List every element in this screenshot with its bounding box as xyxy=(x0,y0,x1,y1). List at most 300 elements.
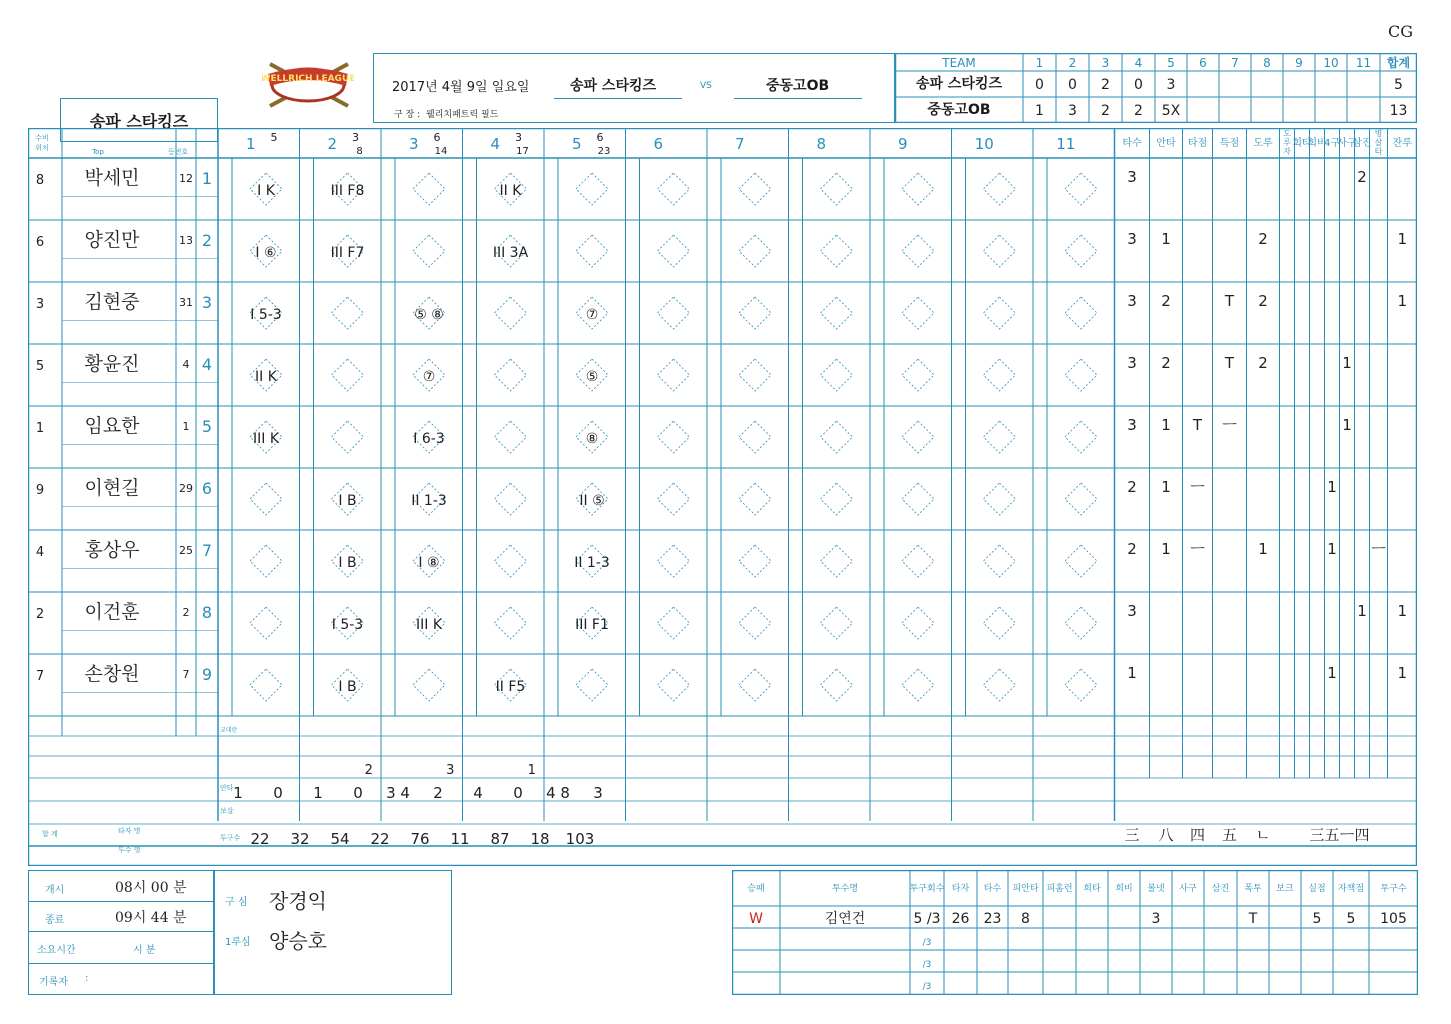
play-notation: II K xyxy=(255,369,277,385)
linescore-run: 2 xyxy=(1101,103,1110,119)
batter-stat: T xyxy=(1224,354,1235,372)
play-notation: I B xyxy=(338,493,357,509)
batting-order: 8 xyxy=(201,603,213,622)
summary-mark: ㄴ xyxy=(1255,826,1271,844)
pitch-header: 피안타 xyxy=(1012,884,1039,894)
base-diamond xyxy=(658,607,690,639)
batter-name: 임요한 xyxy=(84,415,140,437)
linescore-header-cell: 9 xyxy=(1295,56,1303,70)
batting-order: 1 xyxy=(201,169,213,188)
pitch-header: 피홈런 xyxy=(1046,884,1073,894)
batting-order: 7 xyxy=(201,541,213,560)
stat-header: 희비 xyxy=(1307,138,1327,149)
pitch-header: 타수 xyxy=(983,884,1002,894)
inning-pitches: 32 xyxy=(290,830,310,848)
pitch-cell: 김연건 xyxy=(824,911,866,927)
base-diamond xyxy=(821,359,853,391)
batter-stat: 3 xyxy=(1127,416,1137,434)
base-diamond xyxy=(821,545,853,577)
batter-position: 8 xyxy=(35,173,45,188)
summary-mark: 八 xyxy=(1158,826,1174,844)
stat-header: 도루 xyxy=(1253,138,1273,149)
hits-label: 안타 xyxy=(220,784,234,792)
base-diamond xyxy=(250,607,282,639)
batter-stat: 2 xyxy=(1161,292,1171,310)
pitch-header: 사구 xyxy=(1179,884,1197,894)
inning-pitches: 103 xyxy=(565,830,595,848)
pos-header-2: 위치 xyxy=(35,144,49,152)
play-notation: III F8 xyxy=(330,183,365,199)
play-notation: II 1-3 xyxy=(574,555,610,571)
base-diamond xyxy=(739,421,771,453)
base-diamond xyxy=(495,421,527,453)
base-diamond xyxy=(1065,483,1097,515)
base-diamond xyxy=(332,297,364,329)
inning-header: 5 xyxy=(571,135,582,153)
field-label: 구 장 : xyxy=(394,110,421,120)
batting-order: 5 xyxy=(201,417,213,436)
linescore-run: 3 xyxy=(1068,103,1077,119)
base-diamond xyxy=(821,421,853,453)
batter-name: 김현중 xyxy=(84,291,140,313)
base-diamond xyxy=(1065,607,1097,639)
base-diamond xyxy=(984,669,1016,701)
base-diamond xyxy=(658,173,690,205)
linescore-run: 2 xyxy=(1101,77,1110,93)
inning-header: 3 xyxy=(408,135,419,153)
game-info-box xyxy=(373,53,895,123)
base-diamond xyxy=(658,669,690,701)
first-umpire: 양승호 xyxy=(269,929,327,953)
base-diamond xyxy=(495,483,527,515)
play-notation: III K xyxy=(415,617,443,633)
batter-position: 2 xyxy=(35,607,45,622)
batting-order: 6 xyxy=(201,479,213,498)
pitch-cell: 5 /3 xyxy=(913,911,941,927)
inning-header: 1 xyxy=(245,135,256,153)
base-diamond xyxy=(250,483,282,515)
batter-position: 5 xyxy=(35,359,45,374)
base-diamond xyxy=(495,359,527,391)
base-diamond xyxy=(658,359,690,391)
play-notation: II 1-3 xyxy=(411,493,447,509)
pitch-cell: 8 xyxy=(1021,911,1030,927)
batter-stat: 3 xyxy=(1127,292,1137,310)
inning-mark-bottom: 14 xyxy=(434,146,448,157)
base-diamond xyxy=(576,669,608,701)
stat-header: 득점 xyxy=(1219,138,1240,149)
base-diamond xyxy=(902,607,934,639)
inning-mark-top: 3 xyxy=(352,131,359,144)
logo-text: WELLRICH LEAGUE xyxy=(262,74,354,84)
first-umpire-label: 1루심 xyxy=(225,937,251,948)
batter-stat: ㅡ xyxy=(1222,416,1237,434)
linescore-header-cell: 1 xyxy=(1035,56,1044,70)
inning-header: 6 xyxy=(653,135,664,153)
base-diamond xyxy=(821,483,853,515)
league-logo xyxy=(262,60,354,110)
batting-order: 9 xyxy=(201,665,213,684)
batter-number: 31 xyxy=(179,296,193,309)
base-diamond xyxy=(739,235,771,267)
away-team: 중동고OB xyxy=(766,78,830,94)
base-diamond xyxy=(1065,173,1097,205)
base-diamond xyxy=(658,545,690,577)
base-diamond xyxy=(821,669,853,701)
summary-mark: 四 xyxy=(1354,826,1370,844)
base-diamond xyxy=(739,669,771,701)
pitch-cell: 5 xyxy=(1346,911,1356,927)
base-diamond xyxy=(1065,669,1097,701)
stat-header: 잔루 xyxy=(1392,138,1412,149)
top-label: Top xyxy=(92,148,104,156)
linescore-header-cell: 10 xyxy=(1323,56,1339,70)
batter-name: 박세민 xyxy=(84,167,140,189)
summary-mark: 三 xyxy=(1124,826,1140,844)
pitch-cell: T xyxy=(1248,911,1258,927)
total-label: 합 계 xyxy=(42,830,58,838)
batter-stat: 1 xyxy=(1342,416,1352,434)
linescore xyxy=(895,53,1417,123)
pitch-header: 실점 xyxy=(1308,884,1326,894)
team-name-box: 송파 스타킹즈 xyxy=(60,98,218,142)
linescore-header-cell: 4 xyxy=(1134,56,1143,70)
batter-stat: 2 xyxy=(1258,354,1268,372)
chief-umpire: 장경익 xyxy=(269,889,327,913)
play-notation: ⑤ xyxy=(585,369,599,385)
pitch-header: 볼넷 xyxy=(1147,884,1165,894)
batter-number: 7 xyxy=(182,668,190,681)
base-diamond xyxy=(250,669,282,701)
play-notation: II ⑤ xyxy=(579,493,605,509)
play-notation: I 5-3 xyxy=(331,617,364,633)
batter-stat: 2 xyxy=(1258,292,1268,310)
play-notation: ⑦ xyxy=(422,369,436,385)
linescore-header-cell: 6 xyxy=(1199,56,1207,70)
inning-mark-bottom: 23 xyxy=(597,146,611,157)
inning-hits: 2 xyxy=(433,784,443,802)
batter-stat: 1 xyxy=(1327,540,1337,558)
stat-header: 희타 xyxy=(1292,138,1312,149)
pitch-header: 희타 xyxy=(1083,884,1101,894)
base-diamond xyxy=(984,545,1016,577)
linescore-team: 중동고OB xyxy=(927,102,991,118)
home-team: 송파 스타킹즈 xyxy=(570,78,657,94)
inning-hits: 4 xyxy=(473,784,483,802)
pitch-cell: 3 xyxy=(1151,911,1161,927)
base-diamond xyxy=(658,235,690,267)
base-diamond xyxy=(984,297,1016,329)
batter-stat: 3 xyxy=(1127,168,1137,186)
batter-name: 이건훈 xyxy=(84,601,140,623)
batter-stat: 1 xyxy=(1161,478,1171,496)
sub-mark: 2 xyxy=(364,763,373,778)
play-notation: II F5 xyxy=(495,679,526,695)
summary-mark: ㅡ xyxy=(1339,826,1355,844)
inning-hits: 3 xyxy=(593,784,603,802)
batter-stat: 1 xyxy=(1161,230,1171,248)
linescore-header-cell: 3 xyxy=(1101,56,1110,70)
batter-number: 13 xyxy=(179,234,193,247)
base-diamond xyxy=(413,235,445,267)
batter-stat: 1 xyxy=(1397,292,1408,310)
pitch-cell: /3 xyxy=(922,938,932,948)
base-diamond xyxy=(902,297,934,329)
pitch-cell: 26 xyxy=(951,911,970,927)
pitch-header: 투수명 xyxy=(831,884,859,894)
base-diamond xyxy=(739,483,771,515)
base-diamond xyxy=(739,297,771,329)
batter-stat: 1 xyxy=(1127,664,1137,682)
base-diamond xyxy=(821,173,853,205)
batter-position: 6 xyxy=(35,235,45,250)
batter-stat: ㅡ xyxy=(1371,540,1386,558)
umpires-box xyxy=(214,870,452,995)
batter-stat: 1 xyxy=(1357,602,1367,620)
inning-hits: 1 xyxy=(233,784,243,802)
base-diamond xyxy=(821,607,853,639)
linescore-header-cell: 5 xyxy=(1167,56,1175,70)
pitching-table xyxy=(732,870,1418,995)
inning-hits: 0 xyxy=(513,784,523,802)
stat-header: 4구 xyxy=(1323,138,1341,149)
base-diamond xyxy=(658,297,690,329)
batter-stat: 2 xyxy=(1161,354,1171,372)
pitch-header: 승패 xyxy=(747,884,765,894)
play-notation: I ⑥ xyxy=(255,245,277,261)
inning-pitches: 76 xyxy=(410,830,430,848)
stat-header-char: 타 xyxy=(1374,147,1383,156)
linescore-total: 13 xyxy=(1389,103,1408,119)
play-notation: III K xyxy=(252,431,280,447)
batter-number: 12 xyxy=(179,172,193,185)
batter-number: 4 xyxy=(182,358,190,371)
base-diamond xyxy=(739,359,771,391)
pitch-cell: 23 xyxy=(983,911,1002,927)
base-diamond xyxy=(576,235,608,267)
play-notation: ⑧ xyxy=(585,431,599,447)
base-diamond xyxy=(1065,297,1097,329)
stat-header: 삼진 xyxy=(1352,138,1372,149)
batter-stat: 1 xyxy=(1342,354,1352,372)
base-diamond xyxy=(821,235,853,267)
batter-number: 1 xyxy=(182,420,190,433)
play-notation: II K xyxy=(499,183,522,199)
batter-stat: 1 xyxy=(1161,416,1171,434)
corner-mark: CG xyxy=(1388,22,1414,41)
inning-hits: 3 4 xyxy=(386,784,410,802)
play-notation: I ⑧ xyxy=(418,555,440,571)
inning-mark-bottom: 8 xyxy=(356,146,363,157)
batter-position: 9 xyxy=(35,483,45,498)
base-diamond xyxy=(495,297,527,329)
batter-stat: 1 xyxy=(1327,478,1337,496)
pitch-header: 삼진 xyxy=(1211,884,1230,894)
walk-label: 보살 xyxy=(220,807,234,815)
base-diamond xyxy=(1065,545,1097,577)
base-diamond xyxy=(495,607,527,639)
inning-pitches: 18 xyxy=(530,830,550,848)
linescore-header-cell: 합계 xyxy=(1386,56,1411,70)
base-diamond xyxy=(902,359,934,391)
batter-stat: 1 xyxy=(1397,602,1408,620)
inning-mark-bottom: 17 xyxy=(516,146,529,157)
batter-stat: 3 xyxy=(1127,602,1137,620)
batter-position: 7 xyxy=(35,669,45,684)
batter-name: 황윤진 xyxy=(84,353,140,375)
batting-order: 2 xyxy=(201,231,213,250)
base-diamond xyxy=(902,235,934,267)
batter-stat: 2 xyxy=(1127,478,1137,496)
pitch-header: 투구회수 xyxy=(909,884,945,894)
batter-number: 29 xyxy=(179,482,193,495)
pitch-header: 자책점 xyxy=(1337,884,1365,894)
batter-stat: 2 xyxy=(1357,168,1367,186)
base-diamond xyxy=(1065,421,1097,453)
batter-number: 2 xyxy=(182,606,190,619)
base-diamond xyxy=(984,173,1016,205)
linescore-run: 5X xyxy=(1161,103,1181,119)
summary-mark: 五 xyxy=(1221,826,1238,844)
inning-mark-top: 3 xyxy=(515,131,522,144)
batter-stat: T xyxy=(1192,416,1203,434)
stat-header: 타점 xyxy=(1187,138,1208,149)
batter-stat: 3 xyxy=(1127,354,1137,372)
play-notation: ⑤ ⑧ xyxy=(414,307,444,323)
stat-header: 사구 xyxy=(1337,138,1357,149)
play-notation: ⑦ xyxy=(585,307,599,323)
num-label: 등번호 xyxy=(167,148,189,156)
linescore-total: 5 xyxy=(1394,77,1403,93)
inning-header: 8 xyxy=(816,135,827,153)
batter-stat: 2 xyxy=(1127,540,1137,558)
summary-mark: 四 xyxy=(1189,826,1206,844)
pitch-cell: W xyxy=(749,911,763,927)
summary-mark: 五 xyxy=(1324,826,1340,844)
batter-stat: ㅡ xyxy=(1190,540,1205,558)
inning-hits: 0 xyxy=(353,784,363,802)
base-diamond xyxy=(902,545,934,577)
stat-header-char: 살 xyxy=(1374,138,1383,147)
pitch-cell: /3 xyxy=(922,982,932,992)
base-diamond xyxy=(984,359,1016,391)
linescore-run: 0 xyxy=(1068,77,1077,93)
play-notation: I K xyxy=(257,183,275,199)
summary-mark: 三 xyxy=(1309,826,1325,844)
stat-header-char: 도 xyxy=(1283,129,1291,138)
batter-stat: 1 xyxy=(1397,664,1408,682)
play-notation: I 6-3 xyxy=(413,431,445,447)
inning-header: 10 xyxy=(974,135,994,153)
linescore-header-cell: 8 xyxy=(1263,56,1271,70)
stat-header-char: 병 xyxy=(1374,129,1383,138)
end-label: 종료 xyxy=(45,915,65,926)
game-date: 2017년 4월 9일 일요일 xyxy=(392,80,530,95)
batter-position: 4 xyxy=(35,545,45,560)
base-diamond xyxy=(1065,235,1097,267)
batter-stat: 1 xyxy=(1258,540,1268,558)
inning-header: 7 xyxy=(734,135,745,153)
batter-stat: ㅡ xyxy=(1190,478,1205,496)
play-notation: I B xyxy=(338,679,357,695)
inning-hits: 1 xyxy=(313,784,323,802)
batter-stat: 1 xyxy=(1161,540,1171,558)
base-diamond xyxy=(984,483,1016,515)
batter-name: 홍상우 xyxy=(84,539,140,561)
batter-position: 3 xyxy=(35,297,45,312)
stat-header-char: 자 xyxy=(1283,147,1291,156)
base-diamond xyxy=(332,421,364,453)
inning-pitches: 22 xyxy=(250,830,270,848)
pitch-header: 폭투 xyxy=(1244,884,1262,894)
recorder-value: : xyxy=(85,973,89,984)
batter-name-label: 타자 명 xyxy=(118,827,141,835)
base-diamond xyxy=(984,421,1016,453)
base-diamond xyxy=(739,173,771,205)
base-diamond xyxy=(984,235,1016,267)
linescore-run: 0 xyxy=(1134,77,1143,93)
pitch-cell: /3 xyxy=(922,960,932,970)
linescore-header-cell: 11 xyxy=(1355,56,1372,70)
batter-position: 1 xyxy=(35,421,45,436)
inning-pitches: 11 xyxy=(450,830,470,848)
inning-header: 11 xyxy=(1056,135,1076,153)
inning-pitches: 54 xyxy=(330,830,350,848)
batting-order: 4 xyxy=(201,355,213,374)
batter-name: 이현길 xyxy=(84,477,140,499)
time-box xyxy=(28,870,214,995)
inning-mark-top: 6 xyxy=(596,131,604,144)
linescore-run: 1 xyxy=(1035,103,1044,119)
sub-mark: 1 xyxy=(527,763,536,778)
start-label: 개시 xyxy=(45,885,65,896)
batter-stat: 2 xyxy=(1258,230,1268,248)
play-notation: I B xyxy=(338,555,357,571)
base-diamond xyxy=(332,359,364,391)
inning-header: 4 xyxy=(490,135,501,153)
linescore-run: 0 xyxy=(1035,77,1044,93)
pitch-header: 타자 xyxy=(951,884,970,894)
batter-stat: 3 xyxy=(1127,230,1137,248)
batter-name: 양진만 xyxy=(84,229,140,251)
start-time: 08시 00 분 xyxy=(115,880,187,896)
linescore-run: 2 xyxy=(1134,103,1143,119)
batting-order: 3 xyxy=(201,293,213,312)
play-notation: III F7 xyxy=(330,245,365,261)
pitch-cell: 5 xyxy=(1312,911,1322,927)
inning-header: 2 xyxy=(327,135,338,153)
inning-hits: 4 8 xyxy=(546,784,570,802)
inning-pitches: 87 xyxy=(490,830,510,848)
base-diamond xyxy=(658,421,690,453)
linescore-run: 3 xyxy=(1166,77,1176,93)
sub-label: 교대란 xyxy=(220,727,238,734)
play-notation: I 5-3 xyxy=(250,307,282,323)
pitch-header: 희비 xyxy=(1115,884,1133,894)
base-diamond xyxy=(658,483,690,515)
recorder-label: 기록자 xyxy=(39,977,68,988)
base-diamond xyxy=(413,669,445,701)
base-diamond xyxy=(413,173,445,205)
linescore-header-cell: 2 xyxy=(1068,56,1077,70)
base-diamond xyxy=(1065,359,1097,391)
base-diamond xyxy=(821,297,853,329)
pitcher-name-label: 투수 명 xyxy=(118,846,141,854)
pitch-header: 보크 xyxy=(1276,884,1294,894)
scoring-grid xyxy=(28,128,1417,866)
play-notation: III 3A xyxy=(492,245,529,261)
base-diamond xyxy=(576,173,608,205)
